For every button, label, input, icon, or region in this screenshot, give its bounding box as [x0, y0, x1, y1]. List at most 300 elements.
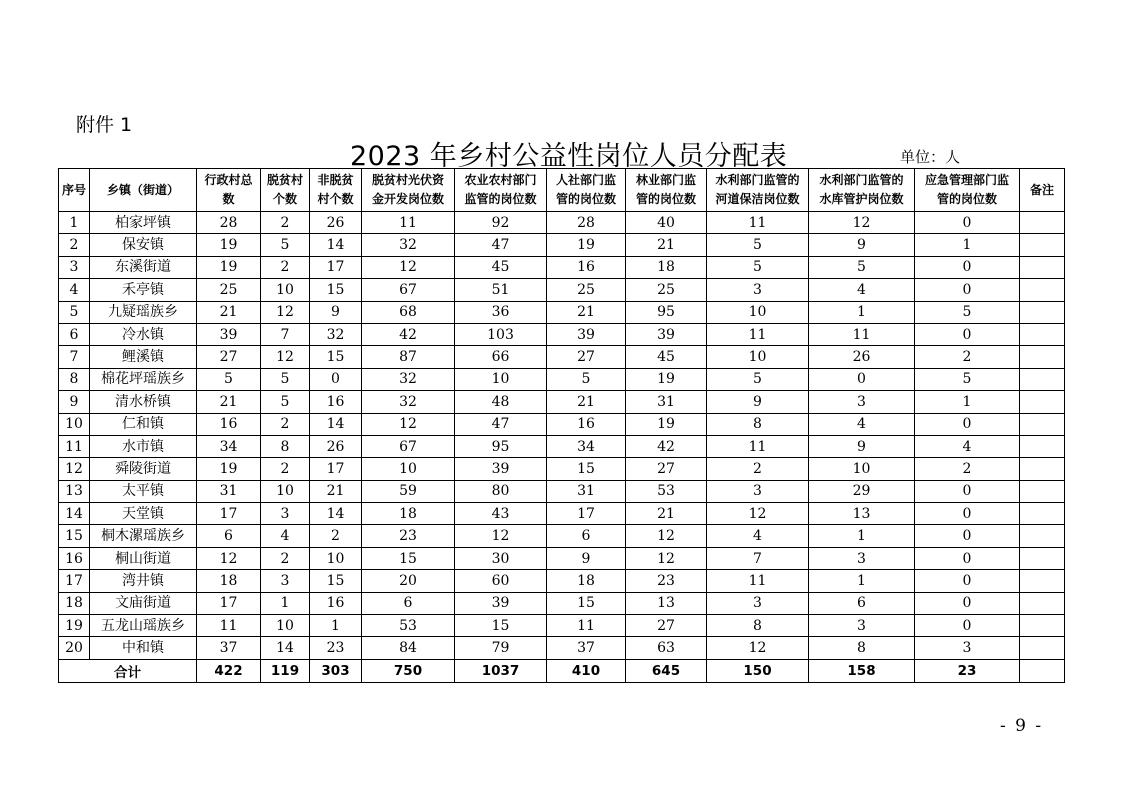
- cell-agri: 95: [455, 435, 547, 457]
- cell-nonpoor: 21: [310, 480, 362, 502]
- cell-seq: 5: [59, 301, 90, 323]
- cell-reservoir: 8: [809, 637, 915, 659]
- cell-emergency: 0: [915, 503, 1020, 525]
- cell-agri: 47: [455, 234, 547, 256]
- cell-remarks: [1020, 615, 1065, 637]
- cell-nonpoor: 26: [310, 212, 362, 234]
- cell-remarks: [1020, 480, 1065, 502]
- cell-seq: 12: [59, 458, 90, 480]
- cell-hrss: 31: [547, 480, 626, 502]
- cell-river: 4: [707, 525, 809, 547]
- table-row: [59, 346, 1065, 368]
- table-row: [59, 413, 1065, 435]
- cell-admin: 19: [197, 458, 261, 480]
- cell-poor: 2: [261, 212, 310, 234]
- cell-forest: 12: [626, 525, 707, 547]
- cell-river: 10: [707, 346, 809, 368]
- cell-poor: 5: [261, 368, 310, 390]
- cell-forest: 18: [626, 256, 707, 278]
- cell-reservoir: 4: [809, 413, 915, 435]
- cell-forest: 645: [626, 659, 707, 682]
- cell-reservoir: 5: [809, 256, 915, 278]
- cell-admin: 39: [197, 323, 261, 345]
- cell-forest: 95: [626, 301, 707, 323]
- cell-nonpoor: 26: [310, 435, 362, 457]
- allocation-table: [58, 168, 1065, 683]
- cell-nonpoor: 9: [310, 301, 362, 323]
- cell-seq: 6: [59, 323, 90, 345]
- cell-nonpoor: 10: [310, 547, 362, 569]
- header-seq: 序号: [59, 169, 90, 212]
- cell-forest: 12: [626, 547, 707, 569]
- cell-poor: 7: [261, 323, 310, 345]
- cell-remarks: [1020, 659, 1065, 682]
- cell-admin: 21: [197, 391, 261, 413]
- cell-remarks: [1020, 391, 1065, 413]
- cell-poor: 5: [261, 391, 310, 413]
- cell-forest: 21: [626, 503, 707, 525]
- cell-remarks: [1020, 323, 1065, 345]
- cell-admin: 27: [197, 346, 261, 368]
- cell-emergency: 0: [915, 279, 1020, 301]
- cell-town: 清水桥镇: [90, 391, 197, 413]
- cell-remarks: [1020, 592, 1065, 614]
- cell-agri: 43: [455, 503, 547, 525]
- cell-seq: 16: [59, 547, 90, 569]
- cell-hrss: 9: [547, 547, 626, 569]
- cell-admin: 5: [197, 368, 261, 390]
- table-row: [59, 256, 1065, 278]
- cell-reservoir: 1: [809, 570, 915, 592]
- cell-poor: 1: [261, 592, 310, 614]
- cell-river: 5: [707, 368, 809, 390]
- cell-seq: 11: [59, 435, 90, 457]
- cell-pv: 32: [362, 234, 455, 256]
- table-row: [59, 615, 1065, 637]
- cell-admin: 21: [197, 301, 261, 323]
- header-admin-villages: 行政村总 数: [197, 169, 261, 212]
- cell-emergency: 23: [915, 659, 1020, 682]
- cell-remarks: [1020, 570, 1065, 592]
- table-row: [59, 368, 1065, 390]
- cell-poor: 12: [261, 301, 310, 323]
- cell-admin: 19: [197, 256, 261, 278]
- cell-town: 九疑瑶族乡: [90, 301, 197, 323]
- cell-nonpoor: 17: [310, 458, 362, 480]
- cell-remarks: [1020, 279, 1065, 301]
- header-pv-posts: 脱贫村光伏资 金开发岗位数: [362, 169, 455, 212]
- cell-emergency: 0: [915, 615, 1020, 637]
- cell-river: 150: [707, 659, 809, 682]
- cell-hrss: 21: [547, 391, 626, 413]
- cell-remarks: [1020, 547, 1065, 569]
- cell-admin: 16: [197, 413, 261, 435]
- cell-emergency: 0: [915, 413, 1020, 435]
- cell-remarks: [1020, 458, 1065, 480]
- cell-admin: 6: [197, 525, 261, 547]
- table-row: [59, 435, 1065, 457]
- cell-forest: 25: [626, 279, 707, 301]
- cell-nonpoor: 15: [310, 279, 362, 301]
- cell-forest: 21: [626, 234, 707, 256]
- cell-seq: 17: [59, 570, 90, 592]
- totals-label: 合计: [59, 659, 197, 682]
- cell-town: 冷水镇: [90, 323, 197, 345]
- cell-agri: 48: [455, 391, 547, 413]
- cell-pv: 12: [362, 256, 455, 278]
- cell-river: 12: [707, 637, 809, 659]
- cell-town: 舜陵街道: [90, 458, 197, 480]
- cell-emergency: 5: [915, 368, 1020, 390]
- cell-reservoir: 13: [809, 503, 915, 525]
- cell-hrss: 6: [547, 525, 626, 547]
- cell-river: 7: [707, 547, 809, 569]
- cell-poor: 5: [261, 234, 310, 256]
- cell-agri: 30: [455, 547, 547, 569]
- cell-seq: 10: [59, 413, 90, 435]
- header-agri-posts: 农业农村部门 监管的岗位数: [455, 169, 547, 212]
- cell-poor: 10: [261, 615, 310, 637]
- cell-admin: 17: [197, 592, 261, 614]
- cell-seq: 20: [59, 637, 90, 659]
- header-poverty-villages: 脱贫村 个数: [261, 169, 310, 212]
- cell-river: 11: [707, 570, 809, 592]
- cell-river: 11: [707, 212, 809, 234]
- cell-nonpoor: 14: [310, 234, 362, 256]
- cell-town: 太平镇: [90, 480, 197, 502]
- cell-agri: 36: [455, 301, 547, 323]
- cell-agri: 15: [455, 615, 547, 637]
- cell-agri: 80: [455, 480, 547, 502]
- cell-emergency: 0: [915, 323, 1020, 345]
- cell-hrss: 11: [547, 615, 626, 637]
- cell-poor: 10: [261, 279, 310, 301]
- cell-seq: 9: [59, 391, 90, 413]
- cell-pv: 10: [362, 458, 455, 480]
- cell-admin: 12: [197, 547, 261, 569]
- cell-poor: 2: [261, 458, 310, 480]
- cell-forest: 53: [626, 480, 707, 502]
- cell-pv: 87: [362, 346, 455, 368]
- cell-admin: 34: [197, 435, 261, 457]
- cell-forest: 27: [626, 615, 707, 637]
- header-forestry-posts: 林业部门监 管的岗位数: [626, 169, 707, 212]
- cell-remarks: [1020, 525, 1065, 547]
- cell-hrss: 21: [547, 301, 626, 323]
- cell-hrss: 19: [547, 234, 626, 256]
- cell-forest: 45: [626, 346, 707, 368]
- page-number: - 9 -: [1000, 716, 1044, 736]
- cell-remarks: [1020, 368, 1065, 390]
- cell-seq: 8: [59, 368, 90, 390]
- cell-river: 3: [707, 480, 809, 502]
- cell-hrss: 17: [547, 503, 626, 525]
- cell-seq: 13: [59, 480, 90, 502]
- cell-admin: 25: [197, 279, 261, 301]
- cell-town: 棉花坪瑶族乡: [90, 368, 197, 390]
- cell-river: 2: [707, 458, 809, 480]
- cell-agri: 92: [455, 212, 547, 234]
- cell-pv: 12: [362, 413, 455, 435]
- cell-seq: 2: [59, 234, 90, 256]
- cell-hrss: 27: [547, 346, 626, 368]
- cell-seq: 18: [59, 592, 90, 614]
- cell-reservoir: 4: [809, 279, 915, 301]
- cell-admin: 18: [197, 570, 261, 592]
- cell-remarks: [1020, 301, 1065, 323]
- cell-pv: 42: [362, 323, 455, 345]
- cell-nonpoor: 15: [310, 346, 362, 368]
- cell-forest: 23: [626, 570, 707, 592]
- cell-poor: 2: [261, 547, 310, 569]
- cell-reservoir: 1: [809, 525, 915, 547]
- cell-poor: 12: [261, 346, 310, 368]
- attachment-label: 附件 1: [76, 114, 133, 136]
- cell-emergency: 3: [915, 637, 1020, 659]
- cell-hrss: 18: [547, 570, 626, 592]
- cell-emergency: 0: [915, 547, 1020, 569]
- cell-river: 11: [707, 435, 809, 457]
- cell-nonpoor: 0: [310, 368, 362, 390]
- cell-poor: 2: [261, 256, 310, 278]
- cell-admin: 422: [197, 659, 261, 682]
- cell-emergency: 1: [915, 234, 1020, 256]
- cell-remarks: [1020, 637, 1065, 659]
- cell-river: 5: [707, 256, 809, 278]
- cell-poor: 14: [261, 637, 310, 659]
- cell-poor: 3: [261, 570, 310, 592]
- cell-pv: 68: [362, 301, 455, 323]
- cell-hrss: 16: [547, 413, 626, 435]
- cell-hrss: 37: [547, 637, 626, 659]
- cell-hrss: 16: [547, 256, 626, 278]
- cell-seq: 4: [59, 279, 90, 301]
- cell-pv: 84: [362, 637, 455, 659]
- cell-seq: 7: [59, 346, 90, 368]
- cell-pv: 67: [362, 435, 455, 457]
- table-row: [59, 547, 1065, 569]
- cell-agri: 10: [455, 368, 547, 390]
- cell-agri: 103: [455, 323, 547, 345]
- table-row: [59, 503, 1065, 525]
- cell-remarks: [1020, 346, 1065, 368]
- cell-forest: 13: [626, 592, 707, 614]
- cell-remarks: [1020, 212, 1065, 234]
- cell-agri: 39: [455, 458, 547, 480]
- table-row: [59, 279, 1065, 301]
- cell-pv: 32: [362, 368, 455, 390]
- cell-reservoir: 3: [809, 547, 915, 569]
- cell-river: 9: [707, 391, 809, 413]
- table-row: [59, 525, 1065, 547]
- cell-emergency: 4: [915, 435, 1020, 457]
- cell-nonpoor: 16: [310, 391, 362, 413]
- cell-admin: 28: [197, 212, 261, 234]
- cell-nonpoor: 23: [310, 637, 362, 659]
- cell-agri: 47: [455, 413, 547, 435]
- cell-admin: 19: [197, 234, 261, 256]
- cell-river: 8: [707, 615, 809, 637]
- cell-nonpoor: 15: [310, 570, 362, 592]
- cell-town: 禾亭镇: [90, 279, 197, 301]
- cell-nonpoor: 32: [310, 323, 362, 345]
- cell-poor: 4: [261, 525, 310, 547]
- cell-emergency: 1: [915, 391, 1020, 413]
- cell-admin: 17: [197, 503, 261, 525]
- cell-remarks: [1020, 435, 1065, 457]
- header-reservoir-posts: 水利部门监管的 水库管护岗位数: [809, 169, 915, 212]
- cell-pv: 67: [362, 279, 455, 301]
- table-row: [59, 480, 1065, 502]
- cell-forest: 19: [626, 413, 707, 435]
- cell-emergency: 2: [915, 458, 1020, 480]
- cell-pv: 23: [362, 525, 455, 547]
- cell-emergency: 2: [915, 346, 1020, 368]
- table-row: [59, 301, 1065, 323]
- header-hrss-posts: 人社部门监 管的岗位数: [547, 169, 626, 212]
- table-row: [59, 637, 1065, 659]
- cell-pv: 750: [362, 659, 455, 682]
- cell-reservoir: 0: [809, 368, 915, 390]
- cell-pv: 11: [362, 212, 455, 234]
- cell-town: 天堂镇: [90, 503, 197, 525]
- cell-reservoir: 11: [809, 323, 915, 345]
- cell-agri: 45: [455, 256, 547, 278]
- table-row: [59, 391, 1065, 413]
- cell-river: 3: [707, 592, 809, 614]
- cell-reservoir: 26: [809, 346, 915, 368]
- cell-remarks: [1020, 234, 1065, 256]
- header-emergency-posts: 应急管理部门监 管的岗位数: [915, 169, 1020, 212]
- cell-town: 仁和镇: [90, 413, 197, 435]
- cell-hrss: 25: [547, 279, 626, 301]
- cell-hrss: 15: [547, 592, 626, 614]
- cell-town: 保安镇: [90, 234, 197, 256]
- table-row: [59, 458, 1065, 480]
- cell-seq: 14: [59, 503, 90, 525]
- cell-reservoir: 1: [809, 301, 915, 323]
- page-title: 2023 年乡村公益性岗位人员分配表: [350, 141, 788, 172]
- cell-hrss: 28: [547, 212, 626, 234]
- cell-forest: 31: [626, 391, 707, 413]
- cell-seq: 1: [59, 212, 90, 234]
- cell-nonpoor: 16: [310, 592, 362, 614]
- cell-forest: 63: [626, 637, 707, 659]
- cell-pv: 20: [362, 570, 455, 592]
- cell-forest: 40: [626, 212, 707, 234]
- cell-river: 3: [707, 279, 809, 301]
- cell-reservoir: 3: [809, 615, 915, 637]
- cell-emergency: 0: [915, 592, 1020, 614]
- cell-town: 东溪街道: [90, 256, 197, 278]
- cell-poor: 8: [261, 435, 310, 457]
- cell-seq: 15: [59, 525, 90, 547]
- cell-emergency: 5: [915, 301, 1020, 323]
- cell-emergency: 0: [915, 570, 1020, 592]
- cell-town: 鲤溪镇: [90, 346, 197, 368]
- cell-nonpoor: 303: [310, 659, 362, 682]
- cell-town: 桐山街道: [90, 547, 197, 569]
- cell-reservoir: 6: [809, 592, 915, 614]
- cell-pv: 53: [362, 615, 455, 637]
- cell-pv: 15: [362, 547, 455, 569]
- cell-agri: 60: [455, 570, 547, 592]
- header-remarks: 备注: [1020, 169, 1065, 212]
- cell-town: 五龙山瑶族乡: [90, 615, 197, 637]
- cell-emergency: 0: [915, 256, 1020, 278]
- cell-reservoir: 9: [809, 435, 915, 457]
- cell-agri: 51: [455, 279, 547, 301]
- cell-reservoir: 158: [809, 659, 915, 682]
- cell-hrss: 39: [547, 323, 626, 345]
- cell-forest: 27: [626, 458, 707, 480]
- cell-forest: 39: [626, 323, 707, 345]
- header-row: [59, 169, 1065, 212]
- cell-nonpoor: 2: [310, 525, 362, 547]
- cell-hrss: 15: [547, 458, 626, 480]
- cell-pv: 18: [362, 503, 455, 525]
- cell-reservoir: 10: [809, 458, 915, 480]
- table-row: [59, 323, 1065, 345]
- cell-nonpoor: 1: [310, 615, 362, 637]
- cell-reservoir: 12: [809, 212, 915, 234]
- cell-reservoir: 3: [809, 391, 915, 413]
- cell-river: 11: [707, 323, 809, 345]
- cell-hrss: 5: [547, 368, 626, 390]
- cell-agri: 66: [455, 346, 547, 368]
- table-row: [59, 570, 1065, 592]
- cell-nonpoor: 17: [310, 256, 362, 278]
- cell-pv: 32: [362, 391, 455, 413]
- cell-river: 12: [707, 503, 809, 525]
- cell-emergency: 0: [915, 212, 1020, 234]
- unit-label: 单位：人: [900, 148, 961, 166]
- cell-seq: 19: [59, 615, 90, 637]
- cell-poor: 119: [261, 659, 310, 682]
- header-town: 乡镇（街道）: [90, 169, 197, 212]
- cell-admin: 31: [197, 480, 261, 502]
- cell-town: 柏家坪镇: [90, 212, 197, 234]
- cell-river: 10: [707, 301, 809, 323]
- cell-hrss: 410: [547, 659, 626, 682]
- cell-reservoir: 29: [809, 480, 915, 502]
- cell-town: 中和镇: [90, 637, 197, 659]
- cell-agri: 1037: [455, 659, 547, 682]
- cell-agri: 12: [455, 525, 547, 547]
- cell-poor: 2: [261, 413, 310, 435]
- cell-poor: 10: [261, 480, 310, 502]
- cell-admin: 11: [197, 615, 261, 637]
- table-body: [59, 212, 1065, 660]
- cell-seq: 3: [59, 256, 90, 278]
- cell-nonpoor: 14: [310, 503, 362, 525]
- cell-agri: 39: [455, 592, 547, 614]
- cell-river: 8: [707, 413, 809, 435]
- cell-reservoir: 9: [809, 234, 915, 256]
- cell-hrss: 34: [547, 435, 626, 457]
- cell-emergency: 0: [915, 480, 1020, 502]
- header-river-posts: 水利部门监管的 河道保洁岗位数: [707, 169, 809, 212]
- totals-row: [59, 659, 1065, 682]
- table-row: [59, 592, 1065, 614]
- cell-river: 5: [707, 234, 809, 256]
- table-row: [59, 212, 1065, 234]
- cell-remarks: [1020, 503, 1065, 525]
- cell-town: 湾井镇: [90, 570, 197, 592]
- cell-forest: 19: [626, 368, 707, 390]
- cell-town: 桐木漯瑶族乡: [90, 525, 197, 547]
- table-row: [59, 234, 1065, 256]
